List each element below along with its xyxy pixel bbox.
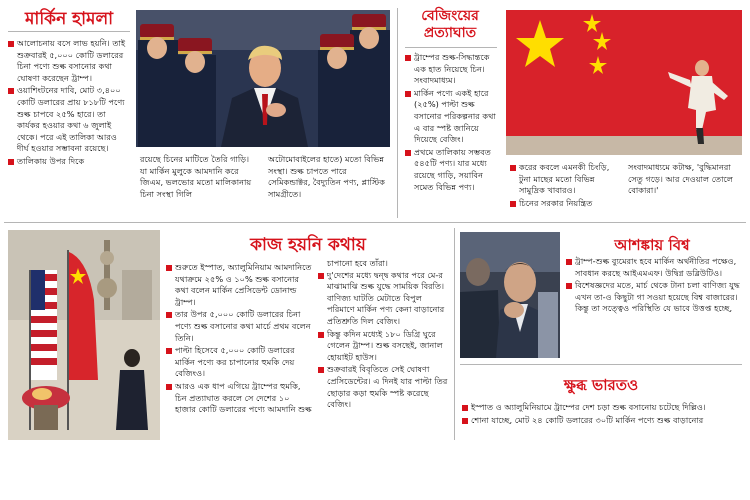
horizontal-divider [4, 222, 746, 223]
trump-photo [136, 10, 390, 147]
title-underline [8, 31, 130, 32]
beijing-col-b2: সংবাদমাধ্যমে কটাক্ষ, 'বুদ্ধিমানরা সেতু গড়ে। আর দেওয়াল তোলে বোকারা।' [628, 162, 733, 196]
list-item: তালিকায় উপর দিকে [8, 156, 128, 168]
list-item: ওয়াশিংটনের দাবি, মোট ৩,৪০০ কোটি ডলারের প্রায় ৮১৮টি পণ্যে শুল্ক চাপবে ২৫% হারে। তা কার্যকর হওয়ার কথা ৬ জুলাই থেকে। পরে এই তালিকা আরও দীর্ঘ হওয়ার সম্ভাবনা রয়েছে। [8, 85, 128, 155]
beijing-retaliation-list [405, 52, 500, 194]
list-item: শুরুতে ইস্পাত, অ্যালুমিনিয়াম আমদানিতে যথাক্রমে ২৫% ও ১০% শুল্ক বসানোর কথা বলেন মার্কিন প্রেসিডেন্ট ডোনাল্ড ট্রাম্প। [166, 262, 312, 308]
section-title-india-angry: ক্ষুব্ধ ভারতও [563, 376, 639, 394]
us-attack-col3: অটোমোবাইলের হাতে) মতো বিভিন্ন সংস্থা। শুল্ক চাপতে পারে সেমিকন্ডাক্টর, বৈদ্যুতিন পণ্য, প্লাস্টিক সামগ্রীতে। [268, 154, 385, 199]
talks-failed-col1 [166, 262, 312, 417]
section-title-us-attack: মার্কিন হামলা [24, 9, 114, 29]
list-item: শোনা যাচ্ছে, মোট ২৪ কোটি ডলারের ৩০টি মার্কিন পণ্যে শুল্ক বাড়ানোর [462, 415, 744, 427]
india-angry-list [462, 402, 744, 427]
world-fears-list [566, 256, 742, 316]
section-title-world-fears: আশঙ্কায় বিশ্ব [614, 236, 690, 254]
list-item: শুক্রবারই বিবৃতিতে সেই ঘোষণা প্রেসিডেন্টের। এ দিনই যার পাল্টা তির ছোড়ার কড়া হুমকি স্পষ্ট করেছে বেজিং। [318, 364, 450, 410]
list-item: ট্রাম্প-শুল্ক ব্যুমেরাং হবে মার্কিন অর্থনীতির পক্ষেও, সাবধান করছে আইএমএফ। উদ্বিগ্ন ডব্লিউটিও। [566, 256, 742, 279]
list-item: আরও এক ধাপ এগিয়ে ট্রাম্পের হুমকি, চিন প্রত্যাঘাত করলে সে দেশের ১০ হাজার কোটি ডলারের পণ্যে আমদানি শুল্ক [166, 381, 312, 416]
list-item: ইস্পাত ও অ্যালুমিনিয়ামে ট্রাম্পের দেশ চড়া শুল্ক বসানোয় চটেছে দিল্লিও। [462, 402, 744, 414]
horizontal-divider [460, 364, 742, 365]
list-item: ট্রাম্পের শুল্ক-সিদ্ধান্তকে এক হাত নিয়েছে চিন। সংবাদমাধ্যম। [405, 52, 500, 87]
china-flag-photo [506, 10, 742, 155]
us-attack-col2: রয়েছে চিনের মাটিতে তৈরি গাড়ি। যা মার্কিন মুলুকে আমদানি করে জিএম, ভলভোর মতো মালিকানায় চিনা সংস্থা গিলি [140, 154, 252, 199]
title-underline [405, 47, 497, 48]
list-item: পাল্টা হিসেবে ৫,০০০ কোটি ডলারের মার্কিন পণ্যে কর চাপানোর হুমকি দেয় বেজিংও। [166, 345, 312, 380]
section-title-talks-failed: কাজ হয়নি কথায় [250, 235, 366, 255]
column-divider [397, 8, 398, 218]
list-item: তার উপর ৫,০০০ কোটি ডলারের চিনা পণ্যে শুল্ক বসানোর কথা মার্চে প্রথম বলেন তিনি। [166, 309, 312, 344]
list-item: মার্কিন পণ্যে একই হারে (২৫%) পাল্টা শুল্ক বসানোর পরিকল্পনার কথা এ বার স্পষ্ট জানিয়ে দিয়েছে বেজিং। [405, 88, 500, 146]
list-item: প্রথমে তালিকায় সম্ভবত ৫৪৫টি পণ্য। যার মধ্যে রয়েছে গাড়ি, সয়াবিন সমেত বিভিন্ন পণ্য। [405, 147, 500, 193]
list-item: চিনের সরকার নিয়ন্ত্রিত [510, 198, 622, 210]
column-divider [454, 228, 455, 440]
list-item: আলোচনায় বসে লাভ হয়নি। তাই শুক্রবারই ৫,০০০ কোটি ডলারের চিনা পণ্যে শুল্ক বসানোর কথা ঘোষণা করেছেন ট্রাম্প। [8, 38, 128, 84]
talks-failed-col2: চাপানো হবে তাঁরা। দু'দেশের মধ্যে দ্বন্দ্ব কথার পরে মে-র মাঝামাঝি শুল্ক যুদ্ধে সাময়িক বিরতি। বাণিজ্য ঘাটতি মেটাতে বিপুল পরিমাণে মার্কিন পণ্য কেনা বাড়ানোর প্রতিশ্রুতি দিল বেজিং। কিন্তু কদিন মধ্যেই ১৮০ ডিগ্রি ঘুরে গেলেন ট্রাম্প। শুল্ক বসছেই, জানাল হোয়াইট হাউস। শুক্রবারই বিবৃতিতে সেই ঘোষণা প্রেসিডেন্টের। এ দিনই যার পাল্টা তির ছোড়ার কড়া হুমকি স্পষ্ট করেছে বেজিং। [318, 258, 450, 412]
list-item: করের কবলে এমনকী চিংড়ি, টুনা মাছের মতো বিভিন্ন সামুদ্রিক খাবারও। [510, 162, 622, 197]
beijing-col-b1 [510, 162, 622, 210]
section-title-beijing-retaliation: বেজিংয়ের প্রত্যাঘাত [421, 8, 479, 41]
list-item: দু'দেশের মধ্যে দ্বন্দ্ব কথার পরে মে-র মাঝামাঝি শুল্ক যুদ্ধে সাময়িক বিরতি। বাণিজ্য ঘাটতি মেটাতে বিপুল পরিমাণে মার্কিন পণ্য কেনা বাড়ানোর প্রতিশ্রুতি দিল বেজিং। [318, 270, 450, 328]
us-attack-col1 [8, 38, 128, 169]
us-china-flags-photo [8, 230, 160, 440]
list-item: বিশেষজ্ঞদের মতে, মার্চ থেকে টানা চলা বাণিজ্য যুদ্ধ এখন তা-ও কিছুটা গা সওয়া হয়েছে বিশ্ব বাজারের। কিন্তু তা সত্ত্বেও পরিস্থিতি যে ভাবে উত্তপ্ত হচ্ছে, [566, 280, 742, 315]
list-item: কিন্তু কদিন মধ্যেই ১৮০ ডিগ্রি ঘুরে গেলেন ট্রাম্প। শুল্ক বসছেই, জানাল হোয়াইট হাউস। [318, 329, 450, 364]
stock-trader-photo [460, 232, 560, 358]
